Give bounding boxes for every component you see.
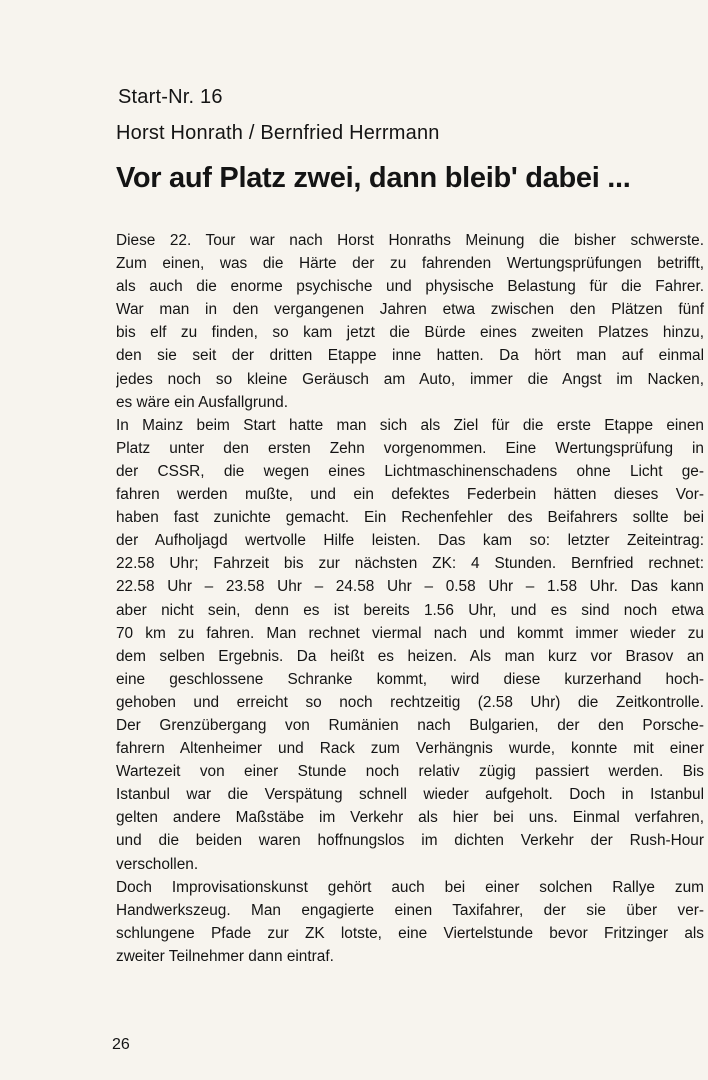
body-line: gehoben und erreicht so noch rechtzeitig (2.58 Uhr) die Zeitkontrolle. <box>116 693 704 711</box>
body-line: fahrern Altenheimer und Rack zum Verhängnis wurde, konnte mit einer <box>116 740 704 758</box>
body-line: der CSSR, die wegen eines Lichtmaschinenschadens ohne Licht ge- <box>116 462 704 480</box>
driver-names: Horst Honrath / Bernfried Herrmann <box>116 122 440 144</box>
body-line: bis elf zu finden, so kam jetzt die Bürde eines zweiten Platzes hinzu, <box>116 324 704 342</box>
body-line: 22.58 Uhr – 23.58 Uhr – 24.58 Uhr – 0.58 Uhr – 1.58 Uhr. Das kann <box>116 578 704 596</box>
body-line: In Mainz beim Start hatte man sich als Ziel für die erste Etappe einen <box>116 416 704 434</box>
body-line: den sie seit der dritten Etappe inne hatten. Da hört man auf einmal <box>116 347 704 365</box>
body-line: als auch die enorme psychische und physische Belastung für die Fahrer. <box>116 278 704 296</box>
body-line: aber nicht sein, denn es ist bereits 1.56 Uhr, und es sind noch etwa <box>116 601 704 619</box>
body-line: dem selben Ergebnis. Da heißt es heizen. Als man kurz vor Brasov an <box>116 647 704 665</box>
body-line: haben fast zunichte gemacht. Ein Rechenfehler des Beifahrers sollte bei <box>116 509 704 527</box>
body-line: 22.58 Uhr; Fahrzeit bis zur nächsten ZK: 4 Stunden. Bernfried rechnet: <box>116 555 704 573</box>
body-line: zweiter Teilnehmer dann eintraf. <box>116 947 334 965</box>
body-line: und die beiden waren hoffnungslos im dichten Verkehr der Rush-Hour <box>116 832 704 850</box>
body-line: der Aufholjagd wertvolle Hilfe leisten. Das kam so: letzter Zeiteintrag: <box>116 532 704 550</box>
body-line: Diese 22. Tour war nach Horst Honraths Meinung die bisher schwerste. <box>116 232 704 249</box>
body-line: fahren werden mußte, und ein defektes Federbein hätten dieses Vor- <box>116 486 704 504</box>
body-line: War man in den vergangenen Jahren etwa zwischen den Plätzen fünf <box>116 301 704 319</box>
page-number: 26 <box>112 1036 130 1053</box>
body-line: es wäre ein Ausfallgrund. <box>116 393 288 411</box>
body-line: Zum einen, was die Härte der zu fahrenden Wertungsprüfungen betrifft, <box>116 255 704 273</box>
body-line: eine geschlossene Schranke kommt, wird diese kurzerhand hoch- <box>116 670 704 688</box>
body-line: Istanbul war die Verspätung schnell wieder aufgeholt. Doch in Istanbul <box>116 786 704 804</box>
body-line: 70 km zu fahren. Man rechnet viermal nach und kommt immer wieder zu <box>116 624 704 642</box>
body-line: Der Grenzübergang von Rumänien nach Bulgarien, der den Porsche- <box>116 716 704 734</box>
body-line: Wartezeit von einer Stunde noch relativ zügig passiert werden. Bis <box>116 763 704 781</box>
article-headline: Vor auf Platz zwei, dann bleib' dabei ... <box>116 162 631 194</box>
body-line: gelten andere Maßstäbe im Verkehr als hier bei uns. Einmal verfahren, <box>116 809 704 827</box>
body-line: schlungene Pfade zur ZK lotste, eine Viertelstunde bevor Fritzinger als <box>116 924 704 942</box>
article-body <box>116 229 704 968</box>
body-line: Handwerkszeug. Man engagierte einen Taxifahrer, der sie über ver- <box>116 901 704 919</box>
body-line: verschollen. <box>116 855 199 873</box>
start-number: Start-Nr. 16 <box>118 86 223 108</box>
body-line: Doch Improvisationskunst gehört auch bei einer solchen Rallye zum <box>116 878 704 896</box>
body-line: Platz unter den ersten Zehn vorgenommen. Eine Wertungsprüfung in <box>116 439 704 457</box>
body-line: jedes noch so kleine Geräusch am Auto, immer die Angst im Nacken, <box>116 370 704 388</box>
